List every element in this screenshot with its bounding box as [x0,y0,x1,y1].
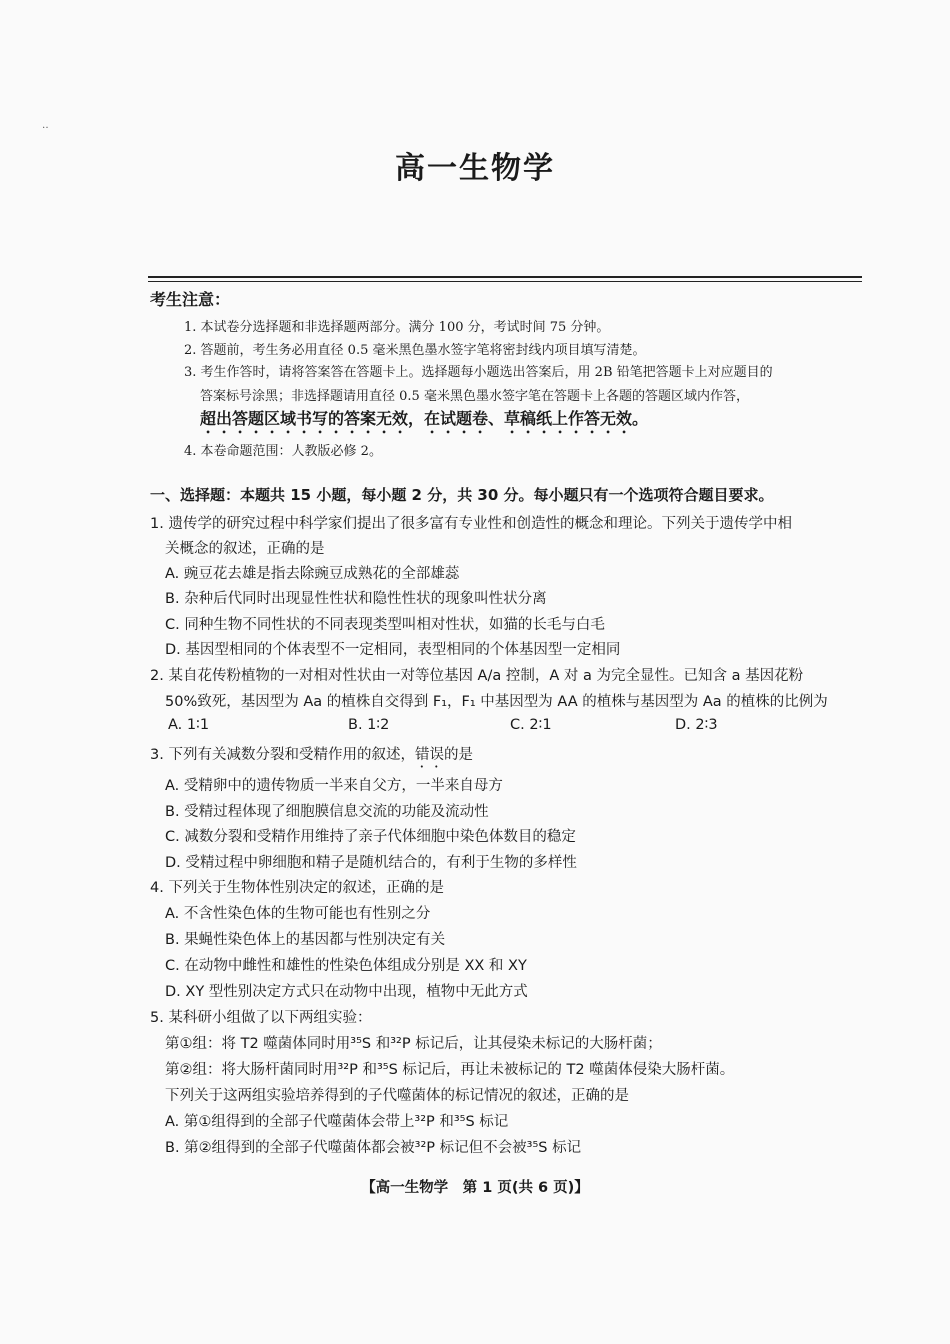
experiment-group: 第①组：将 T2 噬菌体同时用³⁵S 和³²P 标记后，让其侵染未标记的大肠杆菌； [165,1036,662,1052]
notice-item: 4. 本卷命题范围：人教版必修 2。 [184,444,382,459]
option: B. 杂种后代同时出现显性性状和隐性性状的现象叫性状分离 [165,591,547,607]
header-rule-thin [148,281,862,282]
page-title: 高一生物学 [395,151,555,186]
section-heading: 一、选择题：本题共 15 小题，每小题 2 分，共 30 分。每小题只有一个选项符合题目要求。 [150,486,774,504]
question-stem-part: 的是 [443,747,473,763]
option: D. 基因型相同的个体表型不一定相同，表型相同的个体基因型一定相同 [165,642,621,658]
option: B. 受精过程体现了细胞膜信息交流的功能及流动性 [165,804,489,820]
option: A. 第①组得到的全部子代噬菌体会带上³²P 和³⁵S 标记 [165,1114,509,1130]
option: A. 1∶1 [168,717,210,733]
question-stem: 50%致死，基因型为 Aa 的植株自交得到 F₁，F₁ 中基因型为 AA 的植株与基因型为 Aa 的植株的比例为 [165,694,828,710]
question-stem [150,743,473,771]
option: C. 减数分裂和受精作用维持了亲子代体细胞中染色体数目的稳定 [165,829,576,845]
option: B. 1∶2 [348,717,390,733]
option: D. XY 型性别决定方式只在动物中出现，植物中无此方式 [165,984,528,1000]
question-stem: 下列关于这两组实验培养得到的子代噬菌体的标记情况的叙述，正确的是 [165,1088,629,1104]
option: A. 受精卵中的遗传物质一半来自父方，一半来自母方 [165,778,503,794]
option: D. 2∶3 [675,717,718,733]
option: B. 果蝇性染色体上的基因都与性别决定有关 [165,932,446,948]
option: D. 受精过程中卵细胞和精子是随机结合的，有利于生物的多样性 [165,855,577,871]
question-stem-part: 3. 下列有关减数分裂和受精作用的叙述， [150,747,415,763]
notice-heading: 考生注意： [150,290,231,309]
option: C. 2∶1 [510,717,552,733]
corner-marks: ‥ [42,120,49,131]
question-stem: 2. 某自花传粉植物的一对相对性状由一对等位基因 A/a 控制，A 对 a 为完全显性。已知含 a 基因花粉 [150,668,804,684]
notice-item-emphasis: 超出答题区域书写的答案无效，在试题卷、草稿纸上作答无效。 [200,409,649,428]
question-stem: 4. 下列关于生物体性别决定的叙述，正确的是 [150,880,444,896]
option: A. 豌豆花去雄是指去除豌豆成熟花的全部雄蕊 [165,566,460,582]
question-stem: 关概念的叙述，正确的是 [165,541,325,557]
option: C. 同种生物不同性状的不同表现类型叫相对性状，如猫的长毛与白毛 [165,617,605,633]
notice-item: 2. 答题前，考生务必用直径 0.5 毫米黑色墨水签字笔将密封线内项目填写清楚。 [184,343,646,358]
page-footer: 【高一生物学 第 1 页(共 6 页)】 [361,1180,589,1196]
option: C. 在动物中雌性和雄性的性染色体组成分别是 XX 和 XY [165,958,527,974]
question-stem: 5. 某科研小组做了以下两组实验： [150,1010,372,1026]
experiment-group: 第②组：将大肠杆菌同时用³²P 和³⁵S 标记后，再让未被标记的 T2 噬菌体侵染大肠杆菌。 [165,1062,735,1078]
header-rule [148,276,862,278]
notice-item: 答案标号涂黑；非选择题请用直径 0.5 毫米黑色墨水签字笔在答题卡上各题的答题区域内作答， [200,389,749,404]
notice-item: 1. 本试卷分选择题和非选择题两部分。满分 100 分，考试时间 75 分钟。 [184,320,610,335]
option: B. 第②组得到的全部子代噬菌体都会被³²P 标记但不会被³⁵S 标记 [165,1140,582,1156]
question-stem: 1. 遗传学的研究过程中科学家们提出了很多富有专业性和创造性的概念和理论。下列关于遗传学中相 [150,516,792,532]
option: A. 不含性染色体的生物可能也有性别之分 [165,906,431,922]
question-emphasis: 错误 [414,747,444,763]
notice-item: 3. 考生作答时，请将答案答在答题卡上。选择题每小题选出答案后，用 2B 铅笔把答题卡上对应题目的 [184,365,773,380]
